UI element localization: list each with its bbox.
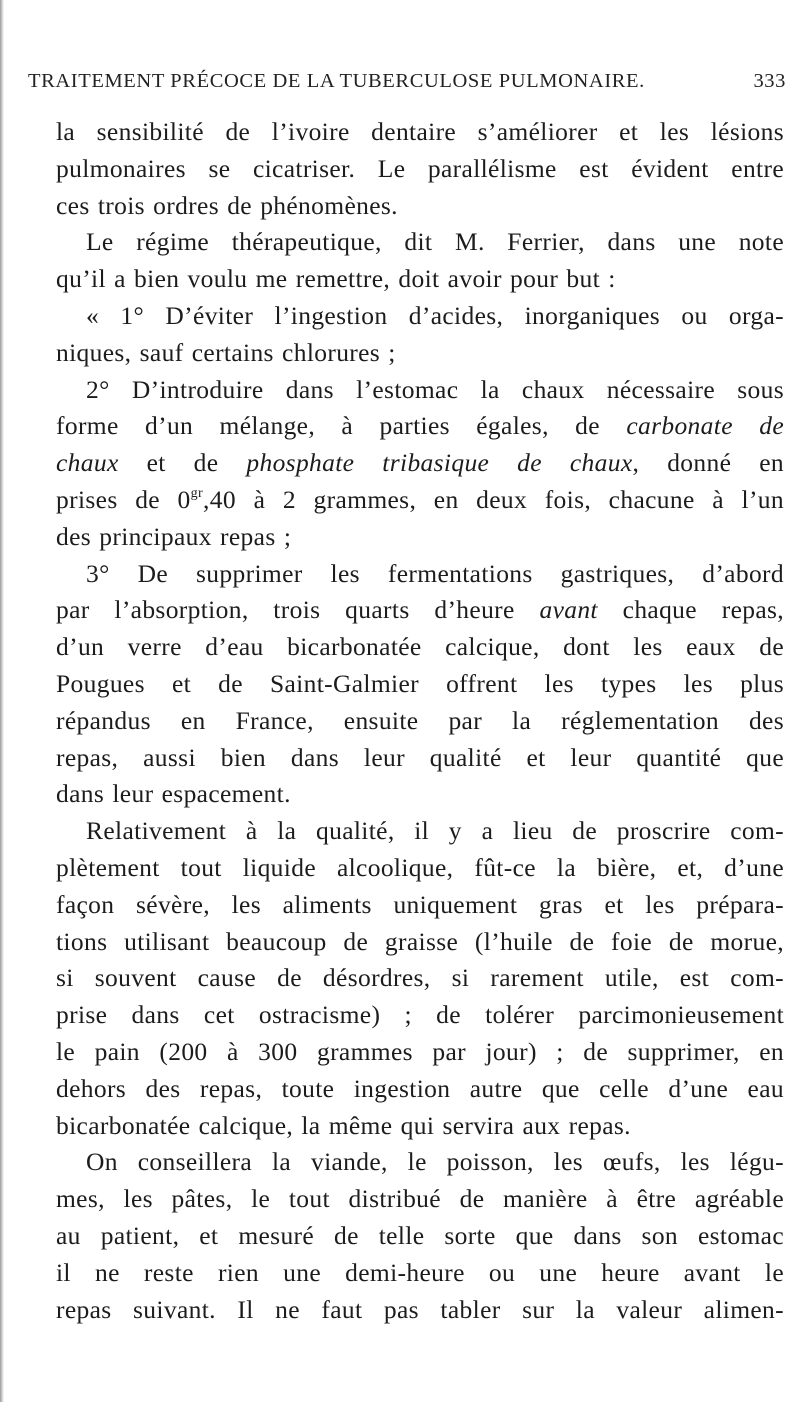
text-line: « 1° D’éviter l’ingestion d’acides, inorganiques ou orga-: [86, 300, 784, 330]
text-line: pulmonaires se cicatriser. Le parallélisme est évident entre: [56, 153, 784, 183]
text-line: prises de $0^{gr},40$ à 2 grammes, en deux fois, chacune à l’un: [56, 484, 785, 514]
text-line: d’un verre d’eau bicarbonatée calcique, dont les eaux de: [56, 632, 784, 662]
text-line: il ne reste rien une demi-heure ou une heure avant le: [56, 1257, 784, 1287]
text-line: On conseillera la viande, le poisson, les œufs, les légu-: [86, 1147, 784, 1177]
text-line: repas, aussi bien dans leur qualité et leur quantité que: [56, 742, 784, 772]
body-text: [56, 114, 784, 1328]
text-line: chaux et de phosphate tribasique de chaux, donné en: [56, 448, 784, 478]
text-line: par l’absorption, trois quarts d’heure avant chaque repas,: [56, 595, 785, 625]
running-title: TRAITEMENT PRÉCOCE DE LA TUBERCULOSE PULMONAIRE.: [28, 70, 645, 92]
text-line: prise dans cet ostracisme) ; de tolérer parcimonieusement: [56, 1000, 784, 1030]
running-header: [28, 70, 786, 104]
text-line: Relativement à la qualité, il y a lieu de proscrire com-: [86, 816, 784, 846]
text-line: ces trois ordres de phénomènes.: [56, 190, 398, 220]
text-line: qu’il a bien voulu me remettre, doit avoir pour but :: [56, 264, 616, 294]
text-line: bicarbonatée calcique, la même qui servira aux repas.: [56, 1110, 631, 1140]
text-line: au patient, et mesuré de telle sorte que dans son estomac: [56, 1220, 784, 1250]
text-line: tions utilisant beaucoup de graisse (l’huile de foie de morue,: [56, 926, 784, 956]
text-line: plètement tout liquide alcoolique, fût-ce la bière, et, d’une: [56, 852, 784, 882]
text-line: le pain (200 à 300 grammes par jour) ; de supprimer, en: [56, 1036, 784, 1066]
text-line: dehors des repas, toute ingestion autre que celle d’une eau: [56, 1073, 784, 1103]
text-line: répandus en France, ensuite par la réglementation des: [56, 705, 784, 735]
page-binding-edge: [0, 0, 4, 1402]
text-line: 3° De supprimer les fermentations gastriques, d’abord: [86, 558, 784, 588]
text-line: dans leur espacement.: [56, 779, 291, 809]
text-line: Le régime thérapeutique, dit M. Ferrier, dans une note: [86, 227, 784, 257]
text-line: façon sévère, les aliments uniquement gras et les prépara-: [56, 889, 784, 919]
text-line: niques, sauf certains chlorures ;: [56, 337, 396, 367]
text-line: forme d’un mélange, à parties égales, de carbonate de: [56, 411, 784, 441]
text-line: repas suivant. Il ne faut pas tabler sur la valeur alimen-: [56, 1294, 784, 1324]
text-line: mes, les pâtes, le tout distribué de manière à être agréable: [56, 1184, 784, 1214]
text-line: Pougues et de Saint-Galmier offrent les types les plus: [56, 668, 784, 698]
text-line: la sensibilité de l’ivoire dentaire s’améliorer et les lésions: [56, 117, 784, 146]
text-line: si souvent cause de désordres, si rarement utile, est com-: [56, 963, 784, 993]
text-line: des principaux repas ;: [56, 521, 292, 551]
page-number: 333: [753, 70, 786, 92]
text-line: 2° D’introduire dans l’estomac la chaux nécessaire sous: [86, 374, 784, 404]
